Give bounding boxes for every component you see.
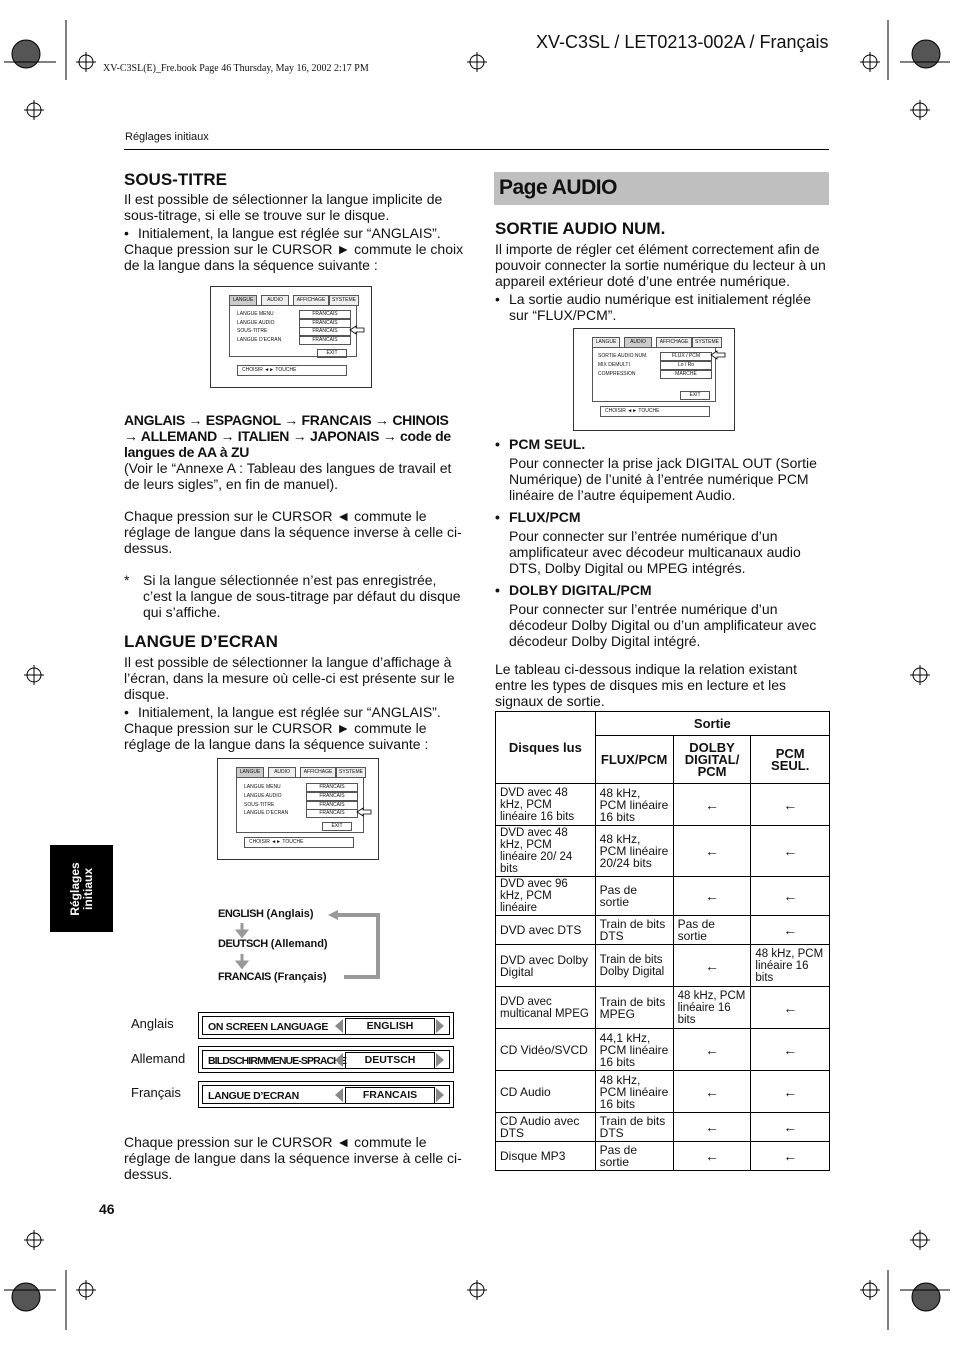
cell: ← <box>673 1029 751 1071</box>
row-value: FRANCAIS <box>299 319 351 328</box>
cell: CD Audio <box>496 1071 596 1113</box>
option-title: DOLBY DIGITAL/PCM <box>509 582 652 598</box>
cell: ← <box>751 1071 830 1113</box>
row-label: LANGUE MENU <box>244 784 281 790</box>
row-value: FLUX / PCM <box>660 352 712 361</box>
cell: DVD avec 48 kHz, PCM linéaire 20/ 24 bits <box>496 826 596 877</box>
cell: CD Vidéo/SVCD <box>496 1029 596 1071</box>
table-row <box>496 945 830 987</box>
demo-item: LANGUE D’ECRAN <box>208 1090 299 1102</box>
cell: 48 kHz, PCM linéaire 16 bits <box>673 987 751 1029</box>
tab-affichage: AFFICHAGE <box>300 767 336 778</box>
cell: ← <box>751 1142 830 1171</box>
cell: Train de bits DTS <box>595 916 673 945</box>
output-table <box>495 711 830 1171</box>
row-label: SORTIE AUDIO NUM. <box>598 353 648 359</box>
row-label: SOUS-TITRE <box>237 328 268 334</box>
sous-titre-p2: Chaque pression sur le CURSOR ► commute le choix de la langue dans la séquence suivante : <box>124 241 464 273</box>
tab-langue: LANGUE <box>592 337 620 348</box>
langue-ecran-bullet-row: • Initialement, la langue est réglée sur “ANGLAIS”. <box>124 704 441 720</box>
tab-langue: LANGUE <box>236 767 264 778</box>
tab-systeme: SYSTEME <box>329 295 359 306</box>
subtitle-sequence: ANGLAIS → ESPAGNOL → FRANCAIS → CHINOIS → ALLEMAND → ITALIEN → JAPONAIS → code de langues de AA à ZU <box>124 412 451 460</box>
tab-audio: AUDIO <box>268 767 296 778</box>
cell: ← <box>673 877 751 916</box>
cell: ← <box>673 1113 751 1142</box>
tab-audio: AUDIO <box>261 295 289 306</box>
row-value: Lo / Ro <box>660 361 712 370</box>
option-item: • PCM SEUL. Pour connecter la prise jack DIGITAL OUT (Sortie Numérique) de l’unité à l’entrée numérique PCM linéaire de l’autre équipement Audio. <box>495 436 831 503</box>
cell: Train de bits Dolby Digital <box>595 945 673 987</box>
option-title: FLUX/PCM <box>509 509 581 525</box>
page-number: 46 <box>99 1201 115 1217</box>
language-cycle <box>218 905 388 985</box>
screen-footer: CHOISIR ◄► TOUCHE <box>600 406 710 417</box>
screen-footer: CHOISIR ◄► TOUCHE <box>244 837 354 848</box>
page-title: Page AUDIO <box>499 176 617 199</box>
demo-item: ON SCREEN LANGUAGE <box>208 1021 329 1033</box>
exit-button: EXIT <box>317 349 347 358</box>
page-audio-banner <box>494 172 829 205</box>
screen-footer: CHOISIR ◄► TOUCHE <box>237 365 347 376</box>
exit-button: EXIT <box>322 822 352 831</box>
row-label: MIX DEMULTI. <box>598 362 632 368</box>
sous-titre-p1: Il est possible de sélectionner la langue implicite de sous-titrage, si elle se trouve sur le disque. <box>124 191 443 223</box>
table-row <box>496 987 830 1029</box>
col-header: PCM SEUL. <box>751 736 830 784</box>
note-star: * <box>124 572 130 588</box>
cycle-arrows-icon <box>218 905 388 985</box>
cell: 48 kHz, PCM linéaire 16 bits <box>751 945 830 987</box>
cell: 44,1 kHz, PCM linéaire 16 bits <box>595 1029 673 1071</box>
pointer-arrow-icon <box>349 325 365 335</box>
row-label: LANGUE MENU <box>237 311 274 317</box>
sous-titre-heading: SOUS-TITRE <box>124 170 227 189</box>
table-row <box>496 1071 830 1113</box>
option-item: • DOLBY DIGITAL/PCM Pour connecter sur l’entrée numérique d’un décodeur Dolby Digital ou d’un amplificateur avec décodeur Dolby Digital intégré. <box>495 582 831 649</box>
tab-langue: LANGUE <box>229 295 257 306</box>
cell: DVD avec Dolby Digital <box>496 945 596 987</box>
row-value: FRANCAIS <box>299 310 351 319</box>
cell: Pas de sortie <box>673 916 751 945</box>
cell: ← <box>673 1142 751 1171</box>
sous-titre-p3: (Voir le “Annexe A : Tableau des langues de travail et de leurs sigles”, en fin de manuel). <box>124 460 452 492</box>
cell: 48 kHz, PCM linéaire 16 bits <box>595 784 673 826</box>
demo-label: Français <box>131 1085 181 1100</box>
row-label: LANGUE D’ECRAN <box>244 810 289 816</box>
cell: ← <box>751 826 830 877</box>
table-row <box>496 1142 830 1171</box>
cell: Pas de sortie <box>595 877 673 916</box>
option-text: Pour connecter sur l’entrée numérique d’un décodeur Dolby Digital ou d’un amplificateur avec décodeur Dolby Digital intégré. <box>509 601 817 649</box>
cell: ← <box>751 916 830 945</box>
arrow-right-icon <box>436 1088 444 1102</box>
sortie-bullet-row: • La sortie audio numérique est initialement réglée sur “FLUX/PCM”. <box>495 291 831 323</box>
row-value: FRANCAIS <box>299 336 351 345</box>
sous-titre-bullet-row: • Initialement, la langue est réglée sur “ANGLAIS”. <box>124 225 441 241</box>
table-intro: Le tableau ci-dessous indique la relation existant entre les types de disques mis en lecture et les signaux de sortie. <box>495 661 797 709</box>
table-row <box>496 1113 830 1142</box>
row-value: FRANCAIS <box>306 783 358 792</box>
langue-ecran-heading: LANGUE D’ECRAN <box>124 632 278 651</box>
cell: ← <box>673 826 751 877</box>
arrow-right-icon <box>436 1019 444 1033</box>
exit-button: EXIT <box>680 391 710 400</box>
langue-ecran-p1: Il est possible de sélectionner la langue d’affichage à l’écran, dans la mesure où celle-ci est présente sur le disque. <box>124 654 455 702</box>
cell: 48 kHz, PCM linéaire 16 bits <box>595 1071 673 1113</box>
demo-value: DEUTSCH <box>345 1052 435 1069</box>
demo-value: ENGLISH <box>345 1018 435 1035</box>
section-label: Réglages initiaux <box>125 131 209 143</box>
sortie-bullet: La sortie audio numérique est initialement réglée sur “FLUX/PCM”. <box>509 291 811 323</box>
osd-screen-subtitle <box>210 286 372 388</box>
arrow-right-icon <box>436 1053 444 1067</box>
side-tab <box>50 845 113 932</box>
cell: DVD avec DTS <box>496 916 596 945</box>
demo-box <box>198 1081 454 1108</box>
table-row <box>496 1029 830 1071</box>
row-label: LANGUE D’ECRAN <box>237 337 282 343</box>
row-value: FRANCAIS <box>306 801 358 810</box>
cell: Pas de sortie <box>595 1142 673 1171</box>
header-disc: Disques lus <box>496 712 596 784</box>
langue-ecran-bullet: Initialement, la langue est réglée sur “ANGLAIS”. <box>138 704 441 720</box>
cell: Train de bits DTS <box>595 1113 673 1142</box>
arrow-left-icon <box>335 1088 343 1102</box>
side-tab-label: Réglages initiaux <box>67 861 95 916</box>
demo-box <box>198 1046 454 1073</box>
header-sortie: Sortie <box>595 712 829 736</box>
cell: ← <box>751 1029 830 1071</box>
arrow-left-icon <box>335 1053 343 1067</box>
demo-box <box>198 1012 454 1039</box>
row-label: LANGUE AUDIO <box>237 320 275 326</box>
cell: ← <box>751 987 830 1029</box>
osd-screen-langue-ecran <box>217 758 379 860</box>
cell: ← <box>673 1071 751 1113</box>
header-rule <box>124 149 829 150</box>
pointer-arrow-icon <box>356 807 372 817</box>
row-value: FRANCAIS <box>306 809 358 818</box>
cycle-note: (Allemand) <box>270 938 328 950</box>
row-label: SOUS-TITRE <box>244 802 275 808</box>
tab-systeme: SYSTEME <box>336 767 366 778</box>
book-line: XV-C3SL(E)_Fre.book Page 46 Thursday, May 16, 2002 2:17 PM <box>103 63 369 74</box>
sous-titre-bullet: Initialement, la langue est réglée sur “ANGLAIS”. <box>138 225 441 241</box>
cell: ← <box>673 784 751 826</box>
tab-audio: AUDIO <box>624 337 652 348</box>
langue-ecran-p2: Chaque pression sur le CURSOR ► commute le réglage de la langue dans la séquence suivante : <box>124 720 429 752</box>
cell: CD Audio avec DTS <box>496 1113 596 1142</box>
cell: 48 kHz, PCM linéaire 20/24 bits <box>595 826 673 877</box>
option-text: Pour connecter la prise jack DIGITAL OUT (Sortie Numérique) de l’unité à l’entrée numérique PCM linéaire de l’autre équipement Audio. <box>509 455 817 503</box>
tab-affichage: AFFICHAGE <box>656 337 692 348</box>
cell: DVD avec 48 kHz, PCM linéaire 16 bits <box>496 784 596 826</box>
row-value: MARCHE <box>660 370 712 379</box>
cell: ← <box>751 877 830 916</box>
cycle-name: ENGLISH <box>218 908 264 920</box>
demo-value: FRANCAIS <box>345 1087 435 1104</box>
cycle-name: FRANCAIS <box>218 971 271 983</box>
cell: DVD avec 96 kHz, PCM linéaire <box>496 877 596 916</box>
row-value: FRANCAIS <box>306 792 358 801</box>
arrow-left-icon <box>335 1019 343 1033</box>
cell: DVD avec multicanal MPEG <box>496 987 596 1029</box>
row-value: FRANCAIS <box>299 327 351 336</box>
demo-label: Allemand <box>131 1051 186 1066</box>
langue-ecran-p3: Chaque pression sur le CURSOR ◄ commute le réglage de langue dans la séquence inverse à celle ci-dessus. <box>124 1134 462 1182</box>
pointer-arrow-icon <box>710 350 726 360</box>
cell: Train de bits MPEG <box>595 987 673 1029</box>
option-title: PCM SEUL. <box>509 436 586 452</box>
cell: ← <box>673 945 751 987</box>
table-row <box>496 877 830 916</box>
sortie-p1: Il importe de régler cet élément correctement afin de pouvoir connecter la sortie numérique du lecteur à un appareil extérieur doté d’une entrée numérique. <box>495 241 826 289</box>
tab-systeme: SYSTEME <box>692 337 722 348</box>
sortie-heading: SORTIE AUDIO NUM. <box>495 219 666 238</box>
option-text: Pour connecter sur l’entrée numérique d’un amplificateur avec décodeur multicanaux audio DTS, Dolby Digital ou MPEG intégrés. <box>509 528 801 576</box>
row-label: LANGUE AUDIO <box>244 793 282 799</box>
cycle-note: (Français) <box>273 971 327 983</box>
cycle-note: (Anglais) <box>266 908 314 920</box>
tab-affichage: AFFICHAGE <box>293 295 329 306</box>
cell: Disque MP3 <box>496 1142 596 1171</box>
cell: ← <box>751 1113 830 1142</box>
option-item: • FLUX/PCM Pour connecter sur l’entrée numérique d’un amplificateur avec décodeur multicanaux audio DTS, Dolby Digital ou MPEG intégrés. <box>495 509 831 576</box>
doc-title: XV-C3SL / LET0213-002A / Français <box>536 32 829 52</box>
cycle-name: DEUTSCH <box>218 938 268 950</box>
table-row <box>496 826 830 877</box>
row-label: COMPRESSION <box>598 371 636 377</box>
demo-label: Anglais <box>131 1016 174 1031</box>
cell: ← <box>751 784 830 826</box>
col-header: DOLBY DIGITAL/ PCM <box>673 736 751 784</box>
demo-item: BILDSCHIRMMENUE-SPRACHE <box>208 1055 346 1067</box>
osd-screen-audio <box>573 328 735 431</box>
col-header: FLUX/PCM <box>595 736 673 784</box>
sous-titre-p4: Chaque pression sur le CURSOR ◄ commute le réglage de langue dans la séquence inverse à celle ci-dessus. <box>124 508 462 556</box>
sous-titre-note: Si la langue sélectionnée n’est pas enregistrée, c’est la langue de sous-titrage par défaut du disque qui s’affiche. <box>143 572 461 620</box>
table-row <box>496 916 830 945</box>
table-row <box>496 784 830 826</box>
